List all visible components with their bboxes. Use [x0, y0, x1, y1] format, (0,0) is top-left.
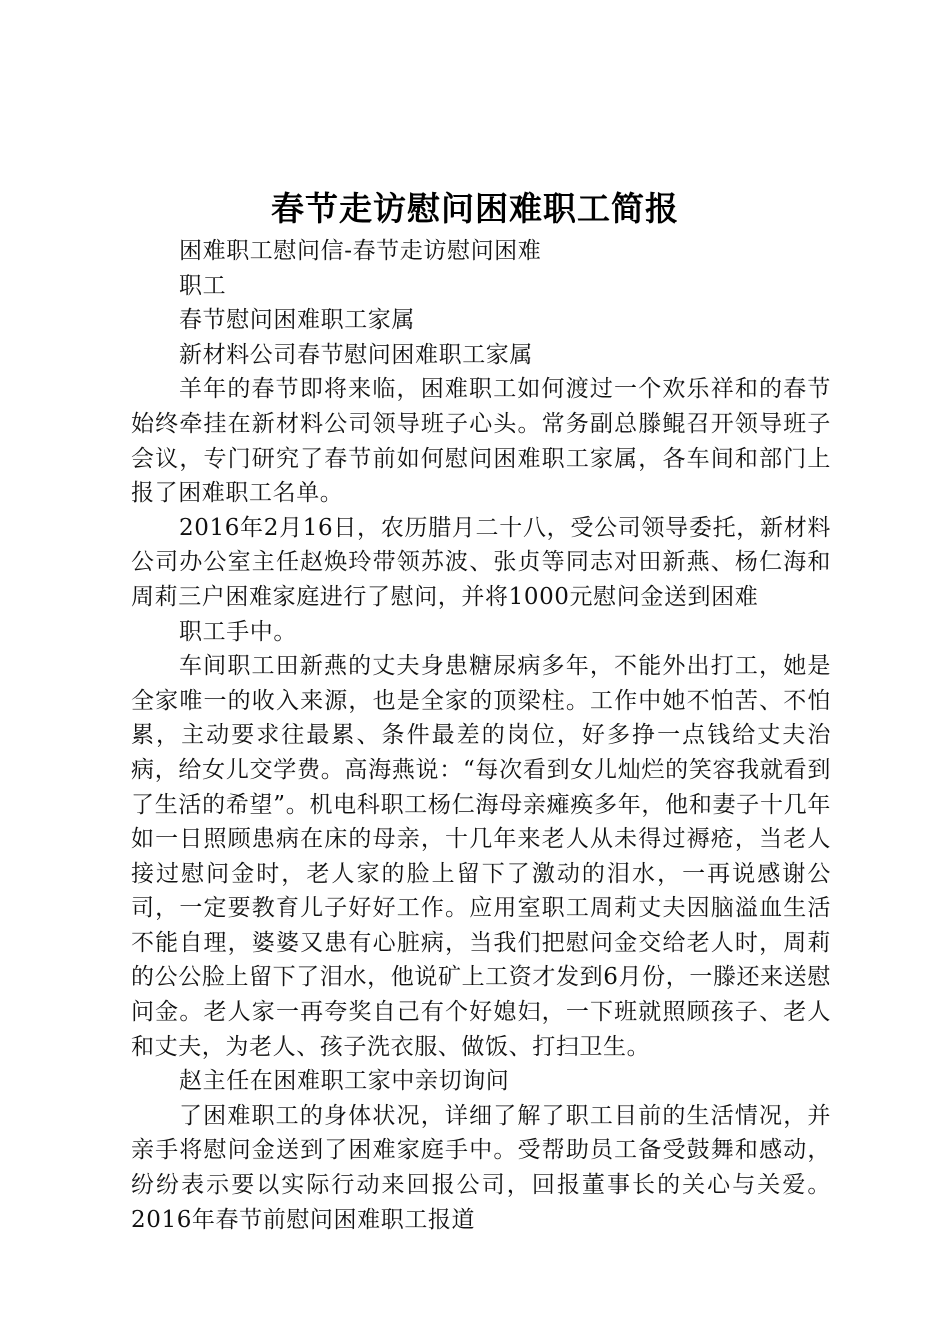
document-title: 春节走访慰问困难职工简报 — [271, 189, 679, 228]
subtitle-line-2: 职工 — [179, 272, 227, 299]
director-line: 赵主任在困难职工家中亲切询问 — [179, 1068, 510, 1095]
paragraph-visit-continuation: 职工手中。 — [179, 618, 297, 645]
subtitle-line-1: 困难职工慰问信-春节走访慰问困难 — [179, 238, 542, 264]
paragraph-visit: 2016年2月16日，农历腊月二十八，受公司领导委托，新材料公司办公室主任赵焕玲带领苏波、张贞等同志对田新燕、杨仁海和周莉三户困难家庭进行了慰问，并将1000元慰问金送到困难 — [131, 514, 831, 610]
report-heading: 新材料公司春节慰问困难职工家属 — [179, 341, 533, 368]
document-body — [131, 234, 831, 1237]
section-heading: 春节慰问困难职工家属 — [179, 307, 415, 334]
paragraph-stories: 车间职工田新燕的丈夫身患糖尿病多年，不能外出打工，她是全家唯一的收入来源，也是全家的顶梁柱。工作中她不怕苦、不怕累，主动要求往最累、条件最差的岗位，好多挣一点钱给丈夫治病，给女儿交学费。高海燕说：“每次看到女儿灿烂的笑容我就看到了生活的希望”。机电科职工杨仁海母亲瘫痪多年，他和妻子十几年如一日照顾患病在床的母亲，十几年来老人从未得过褥疮，当老人接过慰问金时，老人家的脸上留下了激动的泪水，一再说感谢公司，一定要教育儿子好好工作。应用室职工周莉丈夫因脑溢血生活不能自理，婆婆又患有心脏病，当我们把慰问金交给老人时，周莉的公公脸上留下了泪水，他说矿上工资才发到6月份，一滕还来送慰问金。老人家一再夸奖自己有个好媳妇，一下班就照顾孩子、老人和丈夫，为老人、孩子洗衣服、做饭、打扫卫生。 — [131, 653, 831, 1060]
paragraph-intro: 羊年的春节即将来临，困难职工如何渡过一个欢乐祥和的春节始终牵挂在新材料公司领导班子心头。常务副总滕鲲召开领导班子会议，专门研究了春节前如何慰问困难职工家属，各车间和部门上报了困难职工名单。 — [131, 376, 831, 507]
paragraph-final: 了困难职工的身体状况，详细了解了职工目前的生活情况，并亲手将慰问金送到了困难家庭手中。受帮助员工备受鼓舞和感动，纷纷表示要以实际行动来回报公司，回报董事长的关心与关爱。2016年春节前慰问困难职工报道 — [131, 1102, 831, 1233]
